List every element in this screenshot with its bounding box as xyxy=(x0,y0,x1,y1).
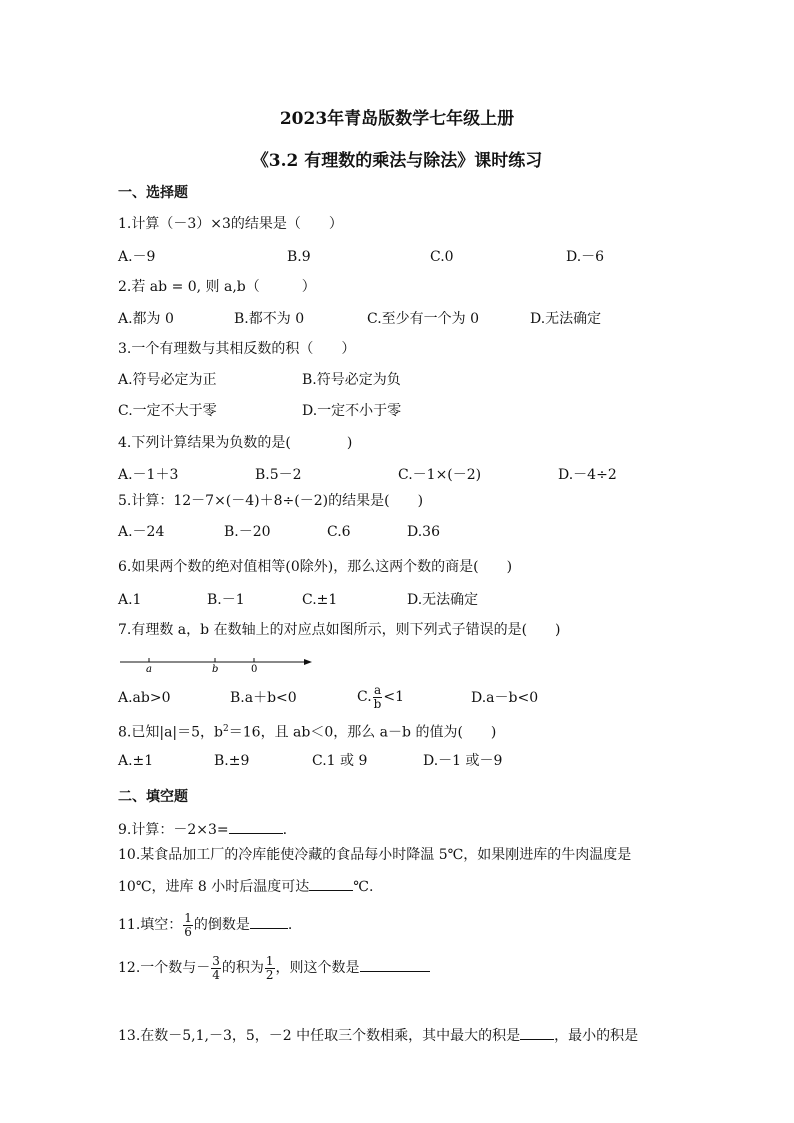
q4-option-a: A.－1＋3 xyxy=(118,467,179,483)
q8-stem-pre: 8.已知|a|＝5，b xyxy=(118,724,224,741)
q7-option-c-suffix: <1 xyxy=(383,689,404,705)
label-zero: 0 xyxy=(251,664,258,674)
answer-blank[interactable] xyxy=(309,876,353,891)
q9-stem: 9.计算：－2×3= xyxy=(118,822,229,838)
fraction-numerator: 3 xyxy=(212,953,220,968)
q3-option-c: C.一定不大于零 xyxy=(118,403,217,419)
q8-option-b: B.±9 xyxy=(214,753,250,769)
q5-option-c: C.6 xyxy=(327,524,351,540)
question-7: 7.有理数 a，b 在数轴上的对应点如图所示，则下列式子错误的是( ) xyxy=(118,622,561,638)
q3-option-a: A.符号必定为正 xyxy=(118,372,217,388)
question-2: 2.若 ab = 0, 则 a,b（ ） xyxy=(118,279,316,295)
question-10-line-2 xyxy=(118,876,373,896)
q6-option-a: A.1 xyxy=(118,592,142,608)
q10-line2-end: ℃. xyxy=(353,879,374,895)
q2-option-b: B.都不为 0 xyxy=(234,311,305,327)
fraction-numerator: 1 xyxy=(265,953,274,968)
q3-option-b: B.符号必定为负 xyxy=(302,372,401,388)
q2-option-d: D.无法确定 xyxy=(530,311,602,327)
question-5: 5.计算：12－7×(－4)＋8÷(－2)的结果是( ) xyxy=(118,493,424,509)
q13-post: ，最小的积是 xyxy=(554,1028,639,1044)
question-9 xyxy=(118,819,287,839)
answer-blank[interactable] xyxy=(360,957,430,972)
q2-option-c: C.至少有一个为 0 xyxy=(367,311,480,327)
q7-option-c-prefix: C. xyxy=(357,689,372,705)
q13-pre: 13.在数－5,1,－3，5，－2 中任取三个数相乘，其中最大的积是 xyxy=(118,1028,521,1044)
q8-option-c: C.1 或 9 xyxy=(312,753,368,769)
fraction-one-sixth xyxy=(183,912,193,939)
q1-option-c: C.0 xyxy=(430,249,454,265)
fraction-denominator: 6 xyxy=(184,924,192,939)
page-subtitle: 《3.2 有理数的乘法与除法》课时练习 xyxy=(251,151,543,171)
q12-pre: 12.一个数与－ xyxy=(118,960,211,976)
q1-option-b: B.9 xyxy=(287,249,311,265)
question-3: 3.一个有理数与其相反数的积（ ） xyxy=(118,341,356,357)
label-a: a xyxy=(146,664,152,674)
q6-option-d: D.无法确定 xyxy=(407,592,479,608)
number-line-figure xyxy=(116,650,316,674)
q12-mid: 的积为 xyxy=(221,960,264,976)
q4-option-b: B.5－2 xyxy=(255,467,302,483)
q9-end: . xyxy=(282,822,288,838)
q4-option-d: D.－4÷2 xyxy=(558,467,617,483)
q6-option-c: C.±1 xyxy=(302,592,338,608)
q11-pre: 11.填空： xyxy=(118,917,183,933)
question-12 xyxy=(118,948,430,988)
question-6: 6.如果两个数的绝对值相等(0除外)，那么这两个数的商是( ) xyxy=(118,559,513,575)
question-10-line-1: 10.某食品加工厂的冷库能使冷藏的食品每小时降温 5℃，如果刚进库的牛肉温度是 xyxy=(118,847,632,863)
q7-option-c xyxy=(357,680,404,714)
fraction-three-quarters xyxy=(211,955,221,982)
answer-blank[interactable] xyxy=(250,914,288,929)
q7-option-d: D.a－b<0 xyxy=(471,690,539,706)
fraction-numerator: a xyxy=(373,682,382,697)
q7-option-b: B.a＋b<0 xyxy=(230,690,297,706)
q8-option-d: D.－1 或－9 xyxy=(423,753,503,769)
fraction-a-over-b xyxy=(373,684,383,711)
q8-superscript: 2 xyxy=(223,724,229,734)
question-1: 1.计算（－3）×3的结果是（ ） xyxy=(118,216,343,232)
q4-option-c: C.－1×(－2) xyxy=(398,467,482,483)
q11-post: 的倒数是 xyxy=(193,917,250,933)
question-8 xyxy=(118,720,496,742)
q2-option-a: A.都为 0 xyxy=(118,311,174,327)
fraction-one-half xyxy=(265,955,275,982)
q11-end: . xyxy=(287,917,293,933)
q7-option-a: A.ab>0 xyxy=(118,690,171,706)
q8-stem-post: ＝16，且 ab＜0，那么 a－b 的值为( ) xyxy=(228,724,497,741)
fraction-denominator: 2 xyxy=(265,967,274,982)
section-heading-fill: 二、填空题 xyxy=(118,789,188,805)
fraction-denominator: b xyxy=(373,696,382,711)
q6-option-b: B.－1 xyxy=(207,592,245,608)
question-11 xyxy=(118,905,292,945)
question-4: 4.下列计算结果为负数的是( ) xyxy=(118,435,353,451)
answer-blank[interactable] xyxy=(520,1025,554,1040)
q1-option-d: D.－6 xyxy=(566,249,605,265)
q5-option-a: A.－24 xyxy=(118,524,165,540)
label-b: b xyxy=(212,664,219,674)
page-title: 2023年青岛版数学七年级上册 xyxy=(279,109,515,129)
number-line-arrow xyxy=(304,659,312,665)
q1-option-a: A.－9 xyxy=(118,249,156,265)
q5-option-d: D.36 xyxy=(407,524,440,540)
answer-blank[interactable] xyxy=(229,819,283,834)
q12-post: ，则这个数是 xyxy=(275,960,360,976)
q10-line2-text: 10℃，进库 8 小时后温度可达 xyxy=(118,879,310,895)
q5-option-b: B.－20 xyxy=(224,524,271,540)
fraction-denominator: 4 xyxy=(212,967,220,982)
fraction-numerator: 1 xyxy=(184,910,192,925)
q8-option-a: A.±1 xyxy=(118,753,154,769)
section-heading-choice: 一、选择题 xyxy=(118,185,188,201)
q3-option-d: D.一定不小于零 xyxy=(302,403,402,419)
question-13 xyxy=(118,1025,638,1045)
